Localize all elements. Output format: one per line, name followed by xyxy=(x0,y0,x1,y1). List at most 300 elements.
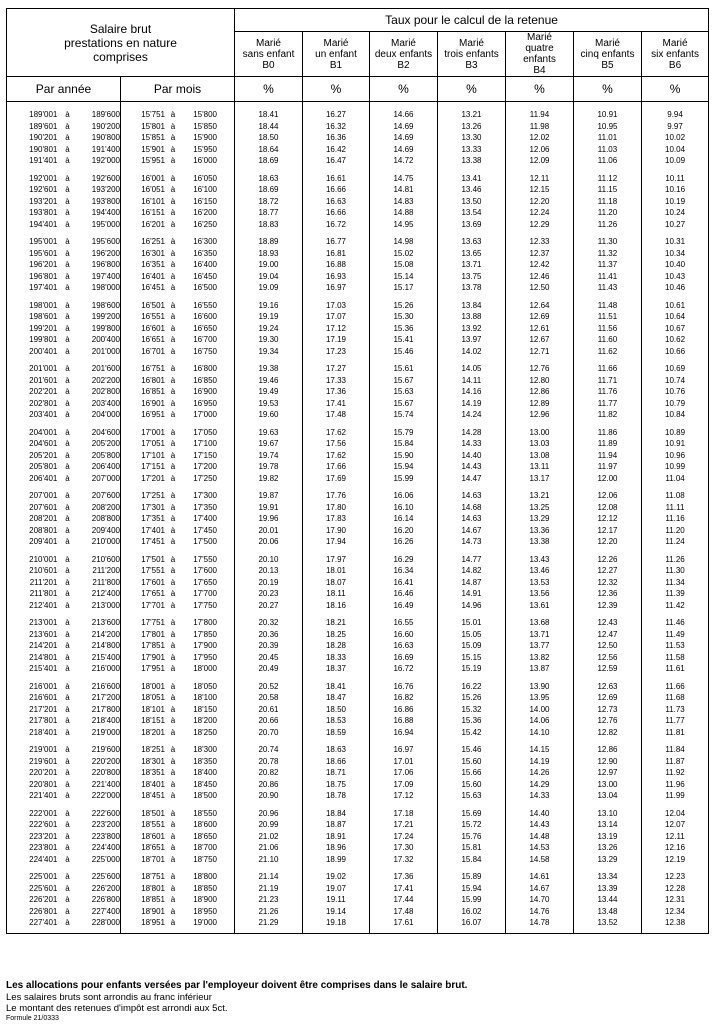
monthly-range xyxy=(121,808,234,820)
rate-value-b3: 15.05 xyxy=(461,629,482,639)
percent-header: % xyxy=(506,77,574,102)
monthly-range xyxy=(121,640,234,652)
rate-value-b5: 12.43 xyxy=(597,618,618,627)
range-sep: à xyxy=(65,664,70,673)
monthly-range xyxy=(121,790,234,802)
range-sep: à xyxy=(65,410,70,419)
category-header-line: Marié xyxy=(526,32,552,43)
annual-from: 201'001 xyxy=(29,364,58,373)
rate-value-b1: 17.94 xyxy=(325,537,347,546)
rate-value-b2: 16.46 xyxy=(393,589,414,598)
rate-value-b0: 18.63 xyxy=(258,173,279,183)
rate-value-b1: 17.80 xyxy=(325,502,347,512)
range-sep: à xyxy=(65,237,70,246)
rate-value-b2: 14.69 xyxy=(393,144,414,154)
rate-value-b0: 21.14 xyxy=(258,872,279,881)
category-header-line: Marié xyxy=(662,37,688,49)
rate-value-b5: 12.12 xyxy=(597,514,618,523)
range-sep: à xyxy=(170,491,176,500)
annual-to: 190'800 xyxy=(91,133,121,142)
rate-value-b0: 20.66 xyxy=(258,716,279,725)
annual-to: 218'400 xyxy=(91,716,121,725)
rate-value-b6: 10.91 xyxy=(665,439,686,448)
category-header-b0 xyxy=(235,32,303,77)
rate-value-b4: 12.86 xyxy=(529,387,550,396)
rate-value-b2: 14.72 xyxy=(393,156,414,165)
rate-value-b1: 17.23 xyxy=(325,346,347,356)
range-sep: à xyxy=(170,756,176,766)
rate-value-b0: 20.58 xyxy=(258,693,279,702)
annual-to: 211'200 xyxy=(92,566,121,575)
category-header-line: B2 xyxy=(397,59,410,71)
monthly-range xyxy=(121,894,234,906)
monthly-to: 17'250 xyxy=(193,473,217,483)
annual-from: 225'601 xyxy=(29,883,58,893)
monthly-from: 17'551 xyxy=(141,566,165,575)
rate-value-b6: 9.94 xyxy=(667,110,683,119)
monthly-range xyxy=(121,398,234,410)
range-sep: à xyxy=(65,779,70,789)
rate-value-b2: 16.26 xyxy=(393,537,414,546)
rate-value-b0: 19.30 xyxy=(258,335,279,344)
rate-value-b5: 13.19 xyxy=(597,831,618,841)
rate-value-b5: 11.43 xyxy=(597,283,618,292)
annual-to: 204'000 xyxy=(91,410,121,419)
annual-from: 198'601 xyxy=(29,312,58,321)
annual-from: 192'001 xyxy=(29,173,58,183)
rate-value-b1: 19.14 xyxy=(325,906,347,916)
monthly-from: 15'751 xyxy=(141,110,165,119)
annual-range xyxy=(7,536,120,548)
rate-column-b0 xyxy=(235,102,303,934)
rate-value-b5: 13.14 xyxy=(597,820,618,829)
annual-to: 223'800 xyxy=(91,831,121,841)
rate-value-b4: 14.78 xyxy=(529,918,550,927)
monthly-range xyxy=(121,173,234,185)
annual-to: 214'200 xyxy=(91,629,121,639)
annual-range xyxy=(7,854,120,866)
rate-value-b5: 12.82 xyxy=(597,727,618,737)
monthly-to: 18'350 xyxy=(193,756,217,766)
rate-value-b5: 11.18 xyxy=(597,196,618,206)
annual-range xyxy=(7,248,120,260)
monthly-from: 17'001 xyxy=(141,427,165,437)
monthly-range xyxy=(121,756,234,768)
rate-value-b6: 10.96 xyxy=(665,450,686,460)
monthly-range xyxy=(121,883,234,895)
monthly-from: 16'601 xyxy=(141,323,165,333)
rate-value-b4: 13.68 xyxy=(529,618,550,627)
range-sep: à xyxy=(65,756,70,766)
rate-value-b1: 17.76 xyxy=(325,491,347,500)
rate-value-b3: 14.47 xyxy=(461,473,482,483)
annual-from: 194'401 xyxy=(29,219,58,229)
annual-to: 203'400 xyxy=(91,398,121,408)
rate-value-b4: 14.40 xyxy=(529,808,550,818)
rate-value-b2: 15.67 xyxy=(393,398,414,408)
annual-to: 211'800 xyxy=(92,577,121,587)
rate-value-b4: 12.71 xyxy=(529,346,550,356)
rate-value-b6: 10.40 xyxy=(665,260,686,269)
monthly-from: 15'801 xyxy=(141,121,165,131)
annual-range xyxy=(7,565,120,577)
rate-value-b5: 13.34 xyxy=(597,872,618,881)
range-sep: à xyxy=(65,208,70,217)
rate-value-b1: 17.36 xyxy=(325,387,347,396)
monthly-range xyxy=(121,386,234,398)
rate-value-b5: 11.20 xyxy=(597,208,618,217)
rate-value-b4: 14.58 xyxy=(529,854,550,864)
rate-value-b5: 11.56 xyxy=(597,323,618,333)
rate-value-b5: 11.32 xyxy=(597,248,618,258)
rate-value-b1: 16.63 xyxy=(325,196,347,206)
rate-value-b0: 19.00 xyxy=(258,260,279,269)
category-header-line: sans enfant xyxy=(242,48,295,60)
form-number: Formule 21/0333 xyxy=(6,1015,59,1022)
range-sep: à xyxy=(170,745,176,754)
monthly-from: 17'801 xyxy=(141,629,165,639)
rate-value-b1: 16.32 xyxy=(325,121,347,131)
rate-value-b3: 14.28 xyxy=(461,427,482,437)
monthly-to: 17'550 xyxy=(193,554,217,564)
rate-value-b2: 17.61 xyxy=(393,918,414,927)
monthly-range xyxy=(121,121,234,133)
rate-value-b3: 14.05 xyxy=(461,364,482,373)
rate-value-b4: 14.29 xyxy=(529,779,550,789)
category-header-line: Marié xyxy=(323,37,349,49)
rate-value-b6: 12.34 xyxy=(665,906,686,916)
monthly-from: 16'151 xyxy=(141,208,165,217)
annual-to: 199'200 xyxy=(91,312,121,321)
range-sep: à xyxy=(170,664,176,673)
rate-value-b0: 19.24 xyxy=(258,323,279,333)
annual-to: 201'000 xyxy=(91,346,121,356)
monthly-range xyxy=(121,502,234,514)
monthly-from: 16'751 xyxy=(141,364,165,373)
rate-value-b6: 12.16 xyxy=(665,843,686,852)
rate-value-b1: 16.27 xyxy=(325,110,347,119)
rate-value-b3: 15.46 xyxy=(461,745,482,754)
rate-value-b3: 13.26 xyxy=(461,121,482,131)
range-sep: à xyxy=(65,185,70,194)
rate-value-b0: 19.87 xyxy=(258,491,279,500)
rate-value-b1: 18.84 xyxy=(325,808,347,818)
rate-value-b6: 10.19 xyxy=(665,196,686,206)
rate-value-b0: 20.74 xyxy=(258,745,279,754)
monthly-to: 15'800 xyxy=(193,110,217,119)
rate-value-b1: 18.33 xyxy=(325,652,347,662)
rate-value-b6: 11.39 xyxy=(665,589,685,598)
rate-value-b2: 16.10 xyxy=(393,502,414,512)
monthly-from: 18'651 xyxy=(141,843,165,852)
annual-from: 197'401 xyxy=(29,283,58,292)
percent-header: % xyxy=(370,77,438,102)
annual-range xyxy=(7,640,120,652)
gross-salary-title-line: Salaire brut xyxy=(89,21,152,36)
annual-from: 223'801 xyxy=(29,843,58,852)
rate-value-b4: 13.29 xyxy=(529,514,550,523)
rate-value-b2: 17.41 xyxy=(393,883,414,893)
monthly-from: 16'051 xyxy=(141,185,165,194)
rate-value-b5: 12.27 xyxy=(597,566,618,575)
rate-value-b2: 14.75 xyxy=(393,173,414,183)
rate-value-b3: 14.02 xyxy=(461,346,482,356)
range-sep: à xyxy=(170,110,176,119)
annual-to: 222'000 xyxy=(91,791,121,800)
annual-from: 196'801 xyxy=(29,271,58,281)
rate-value-b4: 14.15 xyxy=(529,745,550,754)
monthly-to: 17'400 xyxy=(193,514,217,523)
rate-value-b0: 18.44 xyxy=(258,121,279,131)
annual-range xyxy=(7,704,120,716)
monthly-to: 15'950 xyxy=(193,144,217,154)
rate-value-b0: 20.45 xyxy=(258,652,279,662)
range-sep: à xyxy=(65,681,70,691)
gross-salary-title-line: prestations en nature xyxy=(64,35,177,50)
annual-range xyxy=(7,121,120,133)
annual-range xyxy=(7,282,120,294)
monthly-from: 16'951 xyxy=(141,410,165,419)
rate-value-b5: 12.08 xyxy=(597,502,618,512)
annual-to: 209'400 xyxy=(91,525,121,535)
range-sep: à xyxy=(170,502,176,512)
rate-column-b5 xyxy=(574,102,642,934)
monthly-to: 16'800 xyxy=(193,364,217,373)
rate-value-b4: 13.87 xyxy=(529,664,550,673)
annual-from: 189'001 xyxy=(29,110,58,119)
annual-to: 224'400 xyxy=(91,843,121,852)
monthly-to: 17'700 xyxy=(193,589,217,598)
rate-value-b4: 12.64 xyxy=(529,300,550,310)
range-sep: à xyxy=(170,895,176,904)
rate-value-b2: 17.32 xyxy=(393,854,414,864)
rate-value-b6: 11.77 xyxy=(665,716,685,725)
range-sep: à xyxy=(65,375,70,385)
rate-value-b6: 11.92 xyxy=(665,768,685,777)
range-sep: à xyxy=(170,260,176,269)
monthly-from: 17'651 xyxy=(141,589,165,598)
range-sep: à xyxy=(170,883,176,893)
annual-to: 208'800 xyxy=(91,514,121,523)
annual-from: 193'201 xyxy=(29,196,58,206)
rate-value-b4: 13.11 xyxy=(529,462,550,471)
monthly-to: 18'200 xyxy=(193,716,217,725)
rate-value-b6: 10.27 xyxy=(665,219,686,229)
range-sep: à xyxy=(170,716,176,725)
rate-value-b3: 13.41 xyxy=(461,173,482,183)
rate-value-b1: 18.71 xyxy=(325,768,347,777)
rate-value-b4: 13.43 xyxy=(529,554,550,564)
rate-value-b5: 12.32 xyxy=(597,577,618,587)
rate-value-b0: 19.60 xyxy=(258,410,279,419)
monthly-from: 17'601 xyxy=(141,577,165,587)
rate-value-b3: 15.26 xyxy=(461,693,482,702)
annual-range xyxy=(7,715,120,727)
rate-value-b0: 21.23 xyxy=(258,895,279,904)
annual-to: 191'400 xyxy=(91,144,121,154)
range-sep: à xyxy=(65,791,70,800)
child-allowance-note: Les allocations pour enfants versées par l'employeur doivent être comprises dans le salaire brut. xyxy=(6,980,468,991)
rate-value-b3: 13.50 xyxy=(461,196,482,206)
annual-range xyxy=(7,871,120,883)
rate-value-b0: 21.06 xyxy=(258,843,279,852)
rate-value-b6: 11.20 xyxy=(665,525,685,535)
annual-to: 219'600 xyxy=(91,745,121,754)
rate-value-b6: 11.53 xyxy=(665,641,685,650)
annual-from: 208'801 xyxy=(29,525,58,535)
range-sep: à xyxy=(65,271,70,281)
rate-value-b5: 12.20 xyxy=(597,537,618,546)
monthly-range xyxy=(121,577,234,589)
rate-value-b3: 14.73 xyxy=(461,537,482,546)
rate-value-b3: 15.66 xyxy=(461,768,482,777)
annual-from: 204'001 xyxy=(29,427,58,437)
rate-value-b0: 20.23 xyxy=(258,589,279,598)
monthly-range xyxy=(121,629,234,641)
range-sep: à xyxy=(170,144,176,154)
annual-from: 214'201 xyxy=(29,641,58,650)
rate-value-b0: 20.82 xyxy=(258,768,279,777)
monthly-from: 16'651 xyxy=(141,335,165,344)
range-sep: à xyxy=(170,918,176,927)
rate-value-b1: 18.01 xyxy=(325,566,347,575)
rate-value-b6: 10.11 xyxy=(665,173,685,183)
range-sep: à xyxy=(170,364,176,373)
annual-to: 217'200 xyxy=(91,693,121,702)
range-sep: à xyxy=(170,537,176,546)
rate-value-b3: 15.94 xyxy=(461,883,482,893)
rate-value-b2: 15.74 xyxy=(393,410,414,419)
monthly-from: 17'451 xyxy=(141,537,165,546)
annual-from: 190'201 xyxy=(29,133,58,142)
rate-value-b4: 14.48 xyxy=(529,831,550,841)
rate-value-b1: 16.93 xyxy=(325,271,347,281)
monthly-range xyxy=(121,554,234,566)
category-header-line: quatre xyxy=(525,43,554,54)
rate-value-b3: 14.63 xyxy=(461,491,482,500)
annual-from: 219'601 xyxy=(29,756,58,766)
rate-value-b6: 10.99 xyxy=(665,462,686,471)
rate-value-b6: 12.28 xyxy=(665,883,686,893)
annual-to: 225'000 xyxy=(91,854,121,864)
monthly-from: 16'301 xyxy=(141,248,165,258)
rate-value-b2: 14.83 xyxy=(393,196,414,206)
per-year-header: Par année xyxy=(7,77,121,102)
monthly-from: 18'051 xyxy=(141,693,165,702)
monthly-to: 17'500 xyxy=(193,537,217,546)
range-sep: à xyxy=(65,398,70,408)
annual-range xyxy=(7,681,120,693)
annual-to: 221'400 xyxy=(91,779,121,789)
rate-value-b3: 14.40 xyxy=(461,450,482,460)
rate-value-b6: 10.46 xyxy=(665,283,686,292)
range-sep: à xyxy=(65,768,70,777)
rate-value-b0: 20.27 xyxy=(258,600,279,610)
rate-column-b4 xyxy=(506,102,574,934)
rate-value-b6: 10.67 xyxy=(665,323,686,333)
monthly-range xyxy=(121,831,234,843)
monthly-range xyxy=(121,409,234,421)
annual-from: 192'601 xyxy=(29,185,58,194)
range-sep: à xyxy=(170,462,176,471)
rate-value-b4: 13.82 xyxy=(529,652,550,662)
annual-to: 192'600 xyxy=(91,173,121,183)
rate-value-b0: 21.29 xyxy=(258,918,279,927)
rate-header: Taux pour le calcul de la retenue xyxy=(235,9,709,32)
monthly-from: 18'951 xyxy=(141,918,165,927)
rate-value-b2: 16.14 xyxy=(393,514,414,523)
rate-value-b4: 13.21 xyxy=(529,491,550,500)
annual-range xyxy=(7,513,120,525)
monthly-range xyxy=(121,109,234,121)
rate-value-b4: 13.95 xyxy=(529,693,550,702)
range-sep: à xyxy=(170,121,176,131)
monthly-range xyxy=(121,715,234,727)
annual-range xyxy=(7,473,120,485)
rate-value-b0: 19.46 xyxy=(258,375,279,385)
annual-to: 206'400 xyxy=(91,462,121,471)
annual-to: 205'200 xyxy=(91,439,121,448)
rate-value-b2: 15.61 xyxy=(393,364,414,373)
monthly-range xyxy=(121,704,234,716)
annual-to: 212'400 xyxy=(91,589,121,598)
annual-range xyxy=(7,184,120,196)
annual-to: 208'200 xyxy=(91,502,121,512)
rate-value-b0: 20.61 xyxy=(258,704,279,714)
rate-value-b4: 14.33 xyxy=(529,791,550,800)
annual-from: 207'001 xyxy=(29,491,58,500)
rate-value-b0: 19.34 xyxy=(258,346,279,356)
rate-value-b2: 16.41 xyxy=(393,577,414,587)
rate-value-b5: 13.48 xyxy=(597,906,618,916)
monthly-range xyxy=(121,917,234,929)
rate-value-b2: 16.86 xyxy=(393,704,414,714)
annual-range xyxy=(7,629,120,641)
rate-value-b2: 17.30 xyxy=(393,843,414,852)
monthly-to: 19'000 xyxy=(193,918,217,927)
rate-value-b3: 15.63 xyxy=(461,791,482,800)
annual-range xyxy=(7,334,120,346)
rate-value-b6: 11.26 xyxy=(665,554,685,564)
annual-to: 210'000 xyxy=(91,537,121,546)
rate-value-b6: 9.97 xyxy=(667,121,683,131)
rate-value-b4: 14.06 xyxy=(529,716,550,725)
category-header-line: trois enfants xyxy=(444,48,499,60)
rate-value-b3: 14.77 xyxy=(461,554,482,564)
rate-value-b3: 13.38 xyxy=(461,156,482,165)
rate-value-b6: 10.34 xyxy=(665,248,686,258)
rate-value-b6: 11.99 xyxy=(665,791,685,800)
monthly-range xyxy=(121,617,234,629)
monthly-range xyxy=(121,132,234,144)
rate-value-b5: 11.51 xyxy=(597,312,618,321)
annual-range xyxy=(7,271,120,283)
monthly-to: 17'900 xyxy=(193,641,217,650)
rate-value-b3: 15.89 xyxy=(461,872,482,881)
annual-from: 207'601 xyxy=(29,502,58,512)
rate-value-b5: 13.26 xyxy=(597,843,618,852)
rate-value-b5: 13.44 xyxy=(597,895,618,904)
monthly-range xyxy=(121,346,234,358)
monthly-to: 17'100 xyxy=(193,439,217,448)
rate-value-b3: 14.43 xyxy=(461,462,482,471)
rate-value-b1: 17.83 xyxy=(325,514,347,523)
annual-from: 195'601 xyxy=(29,248,58,258)
rate-value-b3: 15.01 xyxy=(461,618,482,627)
rate-value-b6: 11.49 xyxy=(665,629,685,639)
monthly-to: 18'550 xyxy=(193,808,217,818)
rate-value-b5: 12.90 xyxy=(597,756,618,766)
